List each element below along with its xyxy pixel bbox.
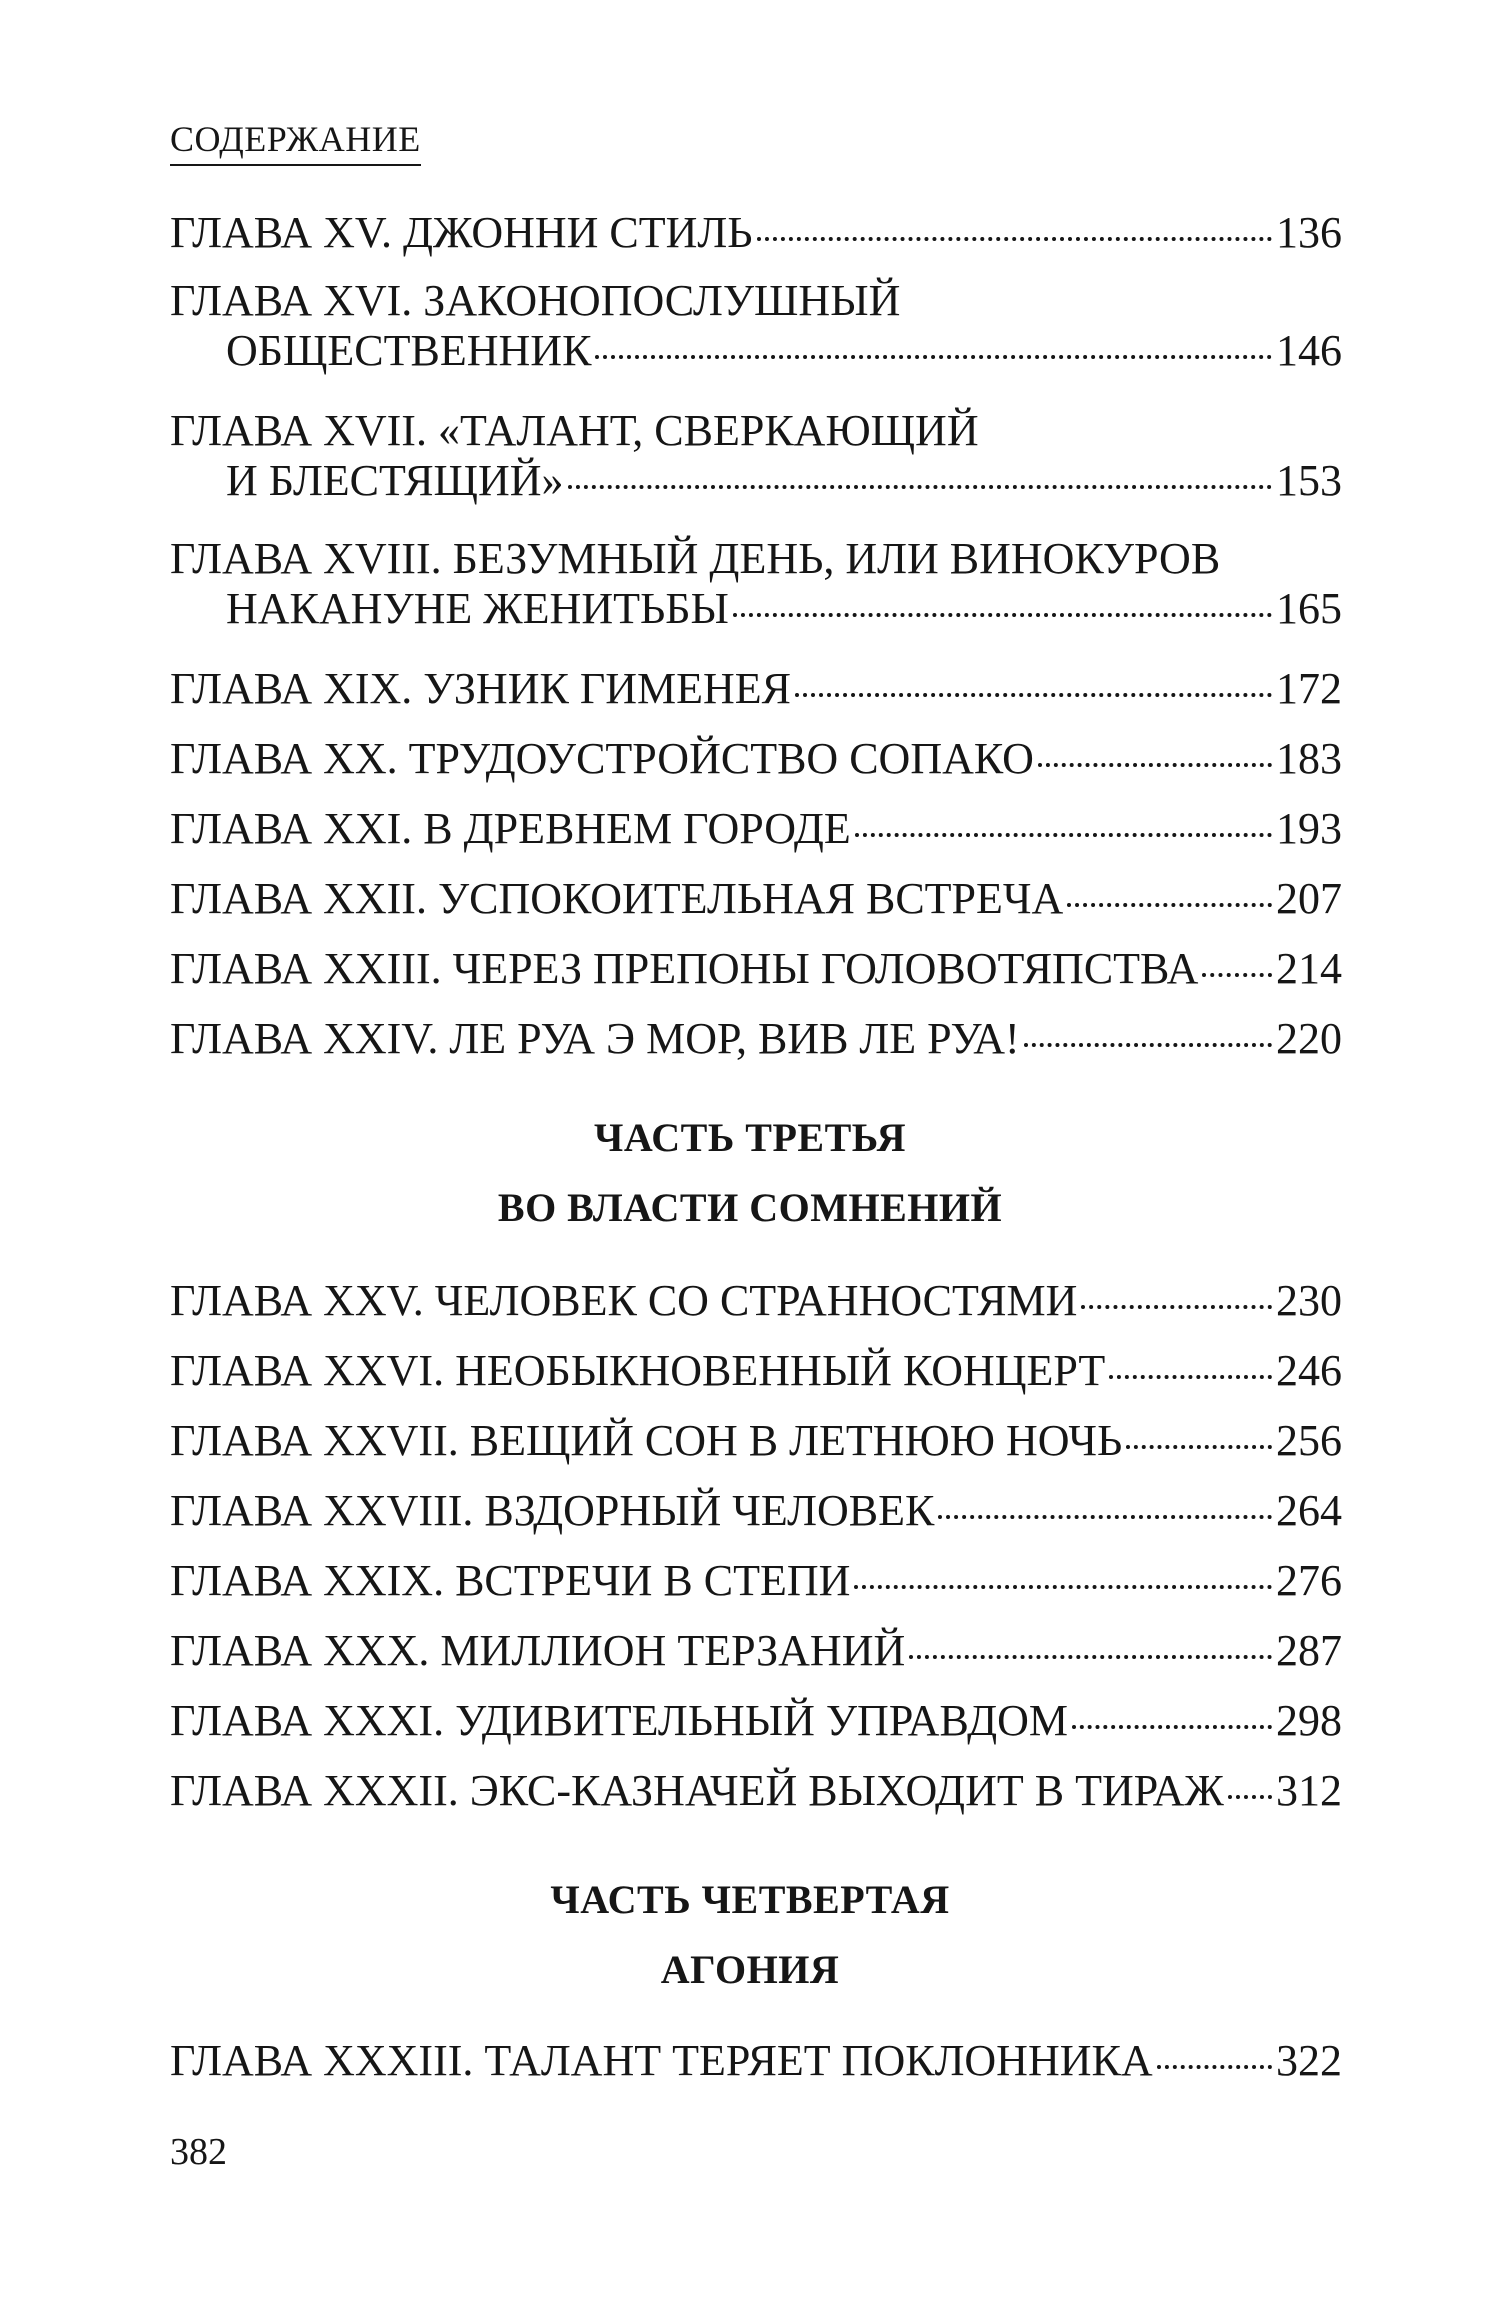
- toc-title: ГЛАВА XXXII. ЭКС-КАЗНАЧЕЙ ВЫХОДИТ В ТИРАЖ: [170, 1766, 1224, 1815]
- toc-title: ГЛАВА XXVII. ВЕЩИЙ СОН В ЛЕТНЮЮ НОЧЬ: [170, 1416, 1123, 1465]
- toc-title-cont: НАКАНУНЕ ЖЕНИТЬБЫ: [226, 584, 729, 633]
- dot-leader: [1157, 2065, 1272, 2069]
- toc-title: ГЛАВА XVIII. БЕЗУМНЫЙ ДЕНЬ, ИЛИ ВИНОКУРОВ: [170, 534, 1221, 583]
- toc-page: 264: [1276, 1486, 1342, 1535]
- dot-leader: [1038, 763, 1272, 767]
- toc-page: 146: [1276, 326, 1342, 375]
- toc-entry: [170, 664, 1342, 714]
- toc-entry: [170, 1696, 1342, 1746]
- toc-title: ГЛАВА XXXIII. ТАЛАНТ ТЕРЯЕТ ПОКЛОННИКА: [170, 2036, 1153, 2085]
- toc-title-cont: ОБЩЕСТВЕННИК: [226, 326, 592, 375]
- toc-title: ГЛАВА XX. ТРУДОУСТРОЙСТВО СОПАКО: [170, 734, 1034, 783]
- dot-leader: [1202, 973, 1272, 977]
- toc-page: 246: [1276, 1346, 1342, 1395]
- toc-title: ГЛАВА XXIV. ЛЕ РУА Э МОР, ВИВ ЛЕ РУА!: [170, 1014, 1020, 1063]
- part-title: АГОНИЯ: [660, 1947, 840, 1992]
- toc-entry: [170, 944, 1342, 994]
- toc-title: ГЛАВА XXIII. ЧЕРЕЗ ПРЕПОНЫ ГОЛОВОТЯПСТВА: [170, 944, 1199, 993]
- dot-leader: [733, 613, 1272, 617]
- toc-entry: [170, 276, 1342, 376]
- toc-entry: [170, 1486, 1342, 1536]
- toc-entry: [170, 406, 1342, 506]
- toc-page: 256: [1276, 1416, 1342, 1465]
- part-label: ЧАСТЬ ТРЕТЬЯ: [594, 1115, 906, 1160]
- dot-leader: [1126, 1445, 1272, 1449]
- toc-entry: [170, 874, 1342, 924]
- toc-page: 322: [1276, 2036, 1342, 2085]
- toc-page: 298: [1276, 1696, 1342, 1745]
- toc-entry: [170, 534, 1342, 634]
- toc-title: ГЛАВА XXVI. НЕОБЫКНОВЕННЫЙ КОНЦЕРТ: [170, 1346, 1106, 1395]
- toc-page: 220: [1276, 1014, 1342, 1063]
- dot-leader: [938, 1515, 1272, 1519]
- toc-page: 214: [1276, 944, 1342, 993]
- toc-page: 136: [1276, 208, 1342, 257]
- dot-leader: [1024, 1043, 1272, 1047]
- toc-title: ГЛАВА XXII. УСПОКОИТЕЛЬНАЯ ВСТРЕЧА: [170, 874, 1064, 923]
- toc-entry: [170, 804, 1342, 854]
- toc-page: 312: [1276, 1766, 1342, 1815]
- toc-page: 153: [1276, 456, 1342, 505]
- dot-leader: [795, 693, 1272, 697]
- toc-entry: [170, 2036, 1342, 2086]
- running-head: СОДЕРЖАНИЕ: [170, 118, 421, 166]
- toc-page: 276: [1276, 1556, 1342, 1605]
- toc-page: 230: [1276, 1276, 1342, 1325]
- dot-leader: [854, 1585, 1272, 1589]
- dot-leader: [568, 485, 1273, 489]
- dot-leader: [855, 833, 1272, 837]
- toc-title: ГЛАВА XXVIII. ВЗДОРНЫЙ ЧЕЛОВЕК: [170, 1486, 935, 1535]
- toc-title: ГЛАВА XIX. УЗНИК ГИМЕНЕЯ: [170, 664, 792, 713]
- toc-entry: [170, 1014, 1342, 1064]
- dot-leader: [595, 355, 1272, 359]
- dot-leader: [1072, 1725, 1272, 1729]
- toc-title: ГЛАВА XXXI. УДИВИТЕЛЬНЫЙ УПРАВДОМ: [170, 1696, 1069, 1745]
- toc-page: 165: [1276, 584, 1342, 633]
- page-number: 382: [170, 2131, 227, 2173]
- dot-leader: [1081, 1305, 1272, 1309]
- toc-entry: [170, 1766, 1342, 1816]
- toc-page: 193: [1276, 804, 1342, 853]
- toc-title: ГЛАВА XXX. МИЛЛИОН ТЕРЗАНИЙ: [170, 1626, 906, 1675]
- toc-entry: [170, 1276, 1342, 1326]
- toc-title: ГЛАВА XVII. «ТАЛАНТ, СВЕРКАЮЩИЙ: [170, 406, 979, 455]
- dot-leader: [909, 1655, 1272, 1659]
- toc-title: ГЛАВА XXI. В ДРЕВНЕМ ГОРОДЕ: [170, 804, 851, 853]
- dot-leader: [757, 237, 1272, 241]
- toc-entry: [170, 734, 1342, 784]
- dot-leader: [1109, 1375, 1272, 1379]
- toc-title: ГЛАВА XXIX. ВСТРЕЧИ В СТЕПИ: [170, 1556, 851, 1605]
- dot-leader: [1067, 903, 1272, 907]
- toc-page: 183: [1276, 734, 1342, 783]
- part-label: ЧАСТЬ ЧЕТВЕРТАЯ: [550, 1877, 950, 1922]
- toc-title: ГЛАВА XVI. ЗАКОНОПОСЛУШНЫЙ: [170, 276, 901, 325]
- toc-entry: [170, 1416, 1342, 1466]
- toc-title-cont: И БЛЕСТЯЩИЙ»: [226, 456, 564, 505]
- toc-entry: [170, 1556, 1342, 1606]
- toc-title: ГЛАВА XXV. ЧЕЛОВЕК СО СТРАННОСТЯМИ: [170, 1276, 1078, 1325]
- toc-page: 172: [1276, 664, 1342, 713]
- toc-page: 287: [1276, 1626, 1342, 1675]
- toc-entry: [170, 208, 1342, 258]
- part-title: ВО ВЛАСТИ СОМНЕНИЙ: [497, 1185, 1003, 1230]
- toc-entry: [170, 1346, 1342, 1396]
- toc-page: 207: [1276, 874, 1342, 923]
- toc-entry: [170, 1626, 1342, 1676]
- toc-title: ГЛАВА XV. ДЖОННИ СТИЛЬ: [170, 208, 753, 257]
- dot-leader: [1228, 1795, 1272, 1799]
